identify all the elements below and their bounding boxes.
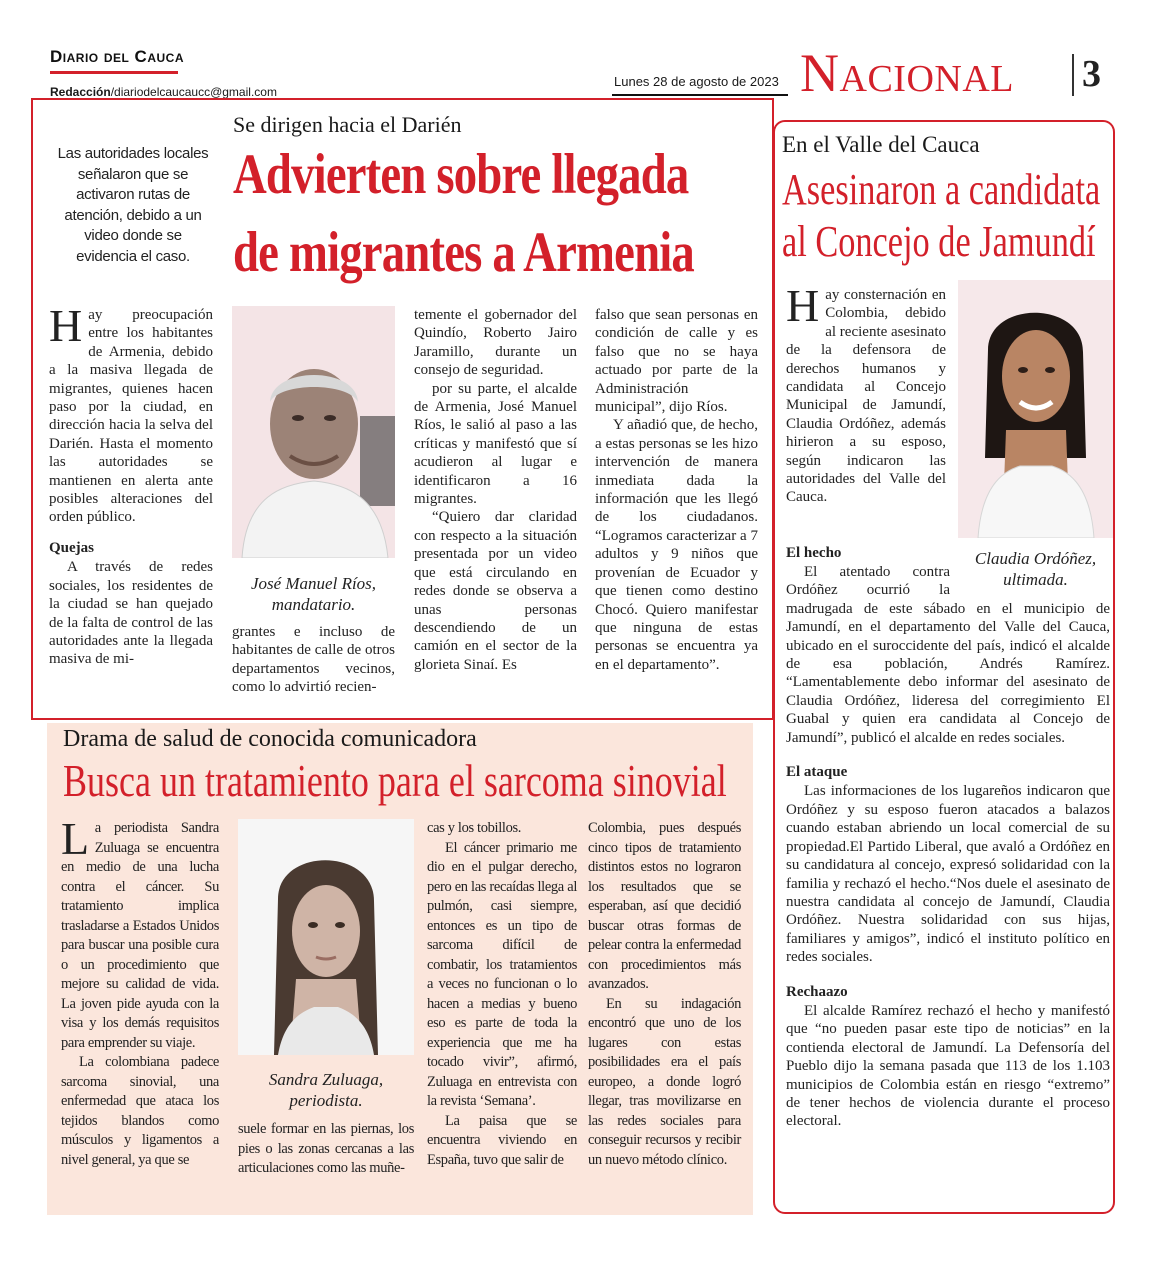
date-rule — [612, 94, 788, 96]
health-col-1 — [61, 813, 219, 1170]
article-health — [47, 723, 753, 1215]
masthead — [0, 0, 1165, 103]
migrants-col-3 — [414, 306, 577, 674]
migrants-col-2-text: grantes e incluso de habitantes de calle de otros departamentos vecinos, como lo advirtió recien- — [232, 624, 395, 696]
article-migrants — [31, 98, 774, 720]
caption-float-spacer — [950, 563, 1110, 599]
migrants-subhead-quejas: Quejas — [49, 539, 94, 556]
masthead-red-rule — [50, 71, 178, 74]
photo-caption-jose — [232, 573, 395, 615]
caption-name: Claudia Ordóñez, — [974, 549, 1097, 568]
migrants-col-4 — [595, 306, 758, 674]
photo-jose-manuel-rios — [232, 306, 395, 558]
drop-cap: H — [49, 300, 83, 351]
migrants-col-1 — [49, 300, 213, 669]
caption-name: Sandra Zuluaga, — [268, 1070, 384, 1089]
paper-name: Diario del Cauca — [50, 47, 184, 66]
candidate-para-3: El alcalde Ramírez rechazó el hecho y manifestó que “no pueden pasar este tipo de noticias” en la contienda electoral de Jamundí. La Defensoría del Pueblo dijo la semana pasada que 113 de los 1.103 municipios de Colombia están en riesgo “extremo” de tener hechos de violencia durante el proceso electoral. — [786, 1002, 1110, 1130]
health-kicker: Drama de salud de conocida comunicadora — [63, 726, 477, 752]
page-number: 3 — [1082, 53, 1101, 95]
migrants-col3-para-1: temente el gobernador del Quindío, Roberto Jairo Jaramillo, durante un consejo de seguridad. — [414, 307, 577, 379]
health-col3-para-1: cas y los tobillos. — [427, 820, 522, 836]
candidate-subhead-hecho: El hecho — [786, 545, 842, 561]
section-divider — [1072, 54, 1074, 96]
section-name: Nacional — [800, 43, 1014, 103]
health-col4-para-1: Colombia, pues después cinco tipos de tratamiento distintos estos no lograron los resultados que se esperaban, así que decidió buscar otras formas de pelear contra la enfermedad con procedimientos más avanzados. — [588, 820, 741, 992]
migrants-col3-para-3: “Quiero dar claridad con respecto a la situación presentada por un video que está circulando en redes donde se observa a unas personas descendiendo de un camión en el sector de la glorieta Sinaí. Es — [414, 509, 577, 673]
migrants-para-1 — [49, 300, 213, 527]
caption-role: periodista. — [289, 1091, 363, 1110]
portrait-woman-icon — [238, 819, 414, 1055]
health-para-2: La colombiana padece sarcoma sinovial, una enfermedad que ataca los tejidos blandos como músculos y ligamentos a nivel general, ya que se — [61, 1054, 219, 1168]
candidate-kicker: En el Valle del Cauca — [782, 132, 980, 157]
portrait-man-icon — [232, 306, 395, 558]
drop-cap: H — [786, 280, 820, 331]
migrants-col4-para-2: Y añadió que, de hecho, a estas personas se les hizo intervención de manera inmediata dada la información que les llegó de los ciudadanos. “Logramos caracterizar a 7 adultos y 9 niños que provenían de Ecuador y que tienen como destino Chocó. Quiero manifestar que ninguna de estas personas se encuentra ya en el departamento”. — [595, 417, 758, 673]
portrait-woman-icon — [958, 280, 1113, 538]
health-para-1-text: a periodista Sandra Zuluaga se encuentra en medio de una lucha contra el cáncer. Su tratamiento implica trasladarse a Estados Unidos para buscar una posible cura o un procedimiento que mejore su calidad de vida. La joven pide ayuda con la visa y los demás requisitos para emprender su viaje. — [61, 820, 219, 1051]
candidate-body — [786, 563, 1110, 1131]
migrants-para-2: A través de redes sociales, los residentes de la ciudad se han quejado de la falta de control de las autoridades ante la llegada masiva de mi- — [49, 559, 213, 668]
health-col3-para-2: El cáncer primario me dio en el pulgar derecho, pero en las recaídas llega al pulmón, casi siempre, entonces es un tipo de sarcoma difícil de combatir, los tratamientos a veces no funcionan o lo hacen a medias y bueno eso es parte de toda la experiencia que me ha tocado vivir”, afirmó, Zuluaga en entrevista con la revista ‘Semana’. — [427, 839, 577, 1109]
photo-caption-sandra — [238, 1069, 414, 1111]
candidate-para-1 — [786, 563, 1110, 747]
health-para-1 — [61, 813, 219, 1053]
candidate-headline-2: al Concejo de Jamundí — [782, 217, 1096, 266]
health-headline: Busca un tratamiento para el sarcoma sinovial — [63, 756, 727, 806]
migrants-col4-para-1: falso que sean personas en condición de calle y es falso que no se haya actuado por parte de la Administración municipal”, dijo Ríos. — [595, 307, 758, 416]
candidate-para-1-text: El atentado contra Ordóñez ocurrió la madrugada de este sábado en el municipio de Jamundí, en el departamento del Valle del Cauca, ubicado en el suroccidente del país, indicó el alcalde de esa población, Andrés Ramírez. “Lamentablemente debo informar del asesinato de Claudia Ordóñez, lideresa del corregimiento El Guabal y quien era candidata al Concejo de Jamundí”, publicó el alcalde en redes sociales. — [786, 564, 1110, 746]
health-col3-para-3: La paisa que se encuentra viviendo en España, tuvo que salir de — [427, 1112, 577, 1168]
candidate-headline-1: Asesinaron a candidata — [782, 165, 1101, 214]
caption-role: ultimada. — [1003, 570, 1068, 589]
caption-role: mandatario. — [271, 595, 356, 614]
migrants-col3-para-2: por su parte, el alcalde de Armenia, José Manuel Ríos, le salió al paso a las críticas y manifestó que sí acudieron al lugar e identificaron a 16 migrantes. — [414, 380, 577, 508]
candidate-intro-text: ay consternación en Colombia, debido al reciente asesinato de la defensora de derechos humanos y candidata al Concejo Municipal de Jamundí, Claudia Ordóñez, además hirieron a su esposo, según indicaron las autoridades del Valle del Cauca. — [786, 287, 947, 506]
health-col4-para-2: En su indagación encontró que uno de los lugares con estas posibilidades era el país europeo, a donde logró llegar, tras movilizarse en las redes sociales para conseguir recursos y recibir un nuevo método clínico. — [588, 995, 741, 1168]
byline-label: Redacción — [50, 85, 111, 99]
health-col-2-text: suele formar en las piernas, los pies o las zonas cercanas a las articulaciones como las muñe- — [238, 1121, 414, 1176]
caption-name: José Manuel Ríos, — [250, 574, 377, 593]
photo-claudia-ordonez — [958, 280, 1113, 538]
byline-email: /diariodelcaucaucc@gmail.com — [110, 85, 277, 99]
health-col-4 — [588, 819, 741, 1170]
candidate-para-2: Las informaciones de los lugareños indicaron que Ordóñez y su esposo fueron atacados a balazos cuando estaban abriendo un local comercial de su propiedad.El Partido Liberal, que avaló a Ordóñez en su candidatura al concejo, expresó solidaridad con la familia y rechazó el hecho.“Nos duele el asesinato de nuestra candidata al concejo de Jamundí, Claudia Ordóñez. Nuestra solidaridad con sus hijas, familiares y amigos”, indicó el instituto político en redes sociales. — [786, 783, 1110, 966]
drop-cap: L — [61, 813, 89, 864]
publication-date: Lunes 28 de agosto de 2023 — [614, 74, 779, 89]
byline — [50, 85, 277, 99]
migrants-headline-2: de migrantes a Armenia — [233, 221, 694, 284]
candidate-subhead-ataque: El ataque — [786, 764, 848, 781]
article-candidate — [773, 120, 1115, 1214]
migrants-summary: Las autoridades locales señalaron que se activaron rutas de atención, debido a un video donde se evidencia el caso. — [57, 145, 209, 265]
health-col-3 — [427, 819, 577, 1170]
migrants-headline-1: Advierten sobre llegada — [233, 143, 689, 206]
candidate-intro — [786, 280, 947, 507]
migrants-kicker: Se dirigen hacia el Darién — [233, 112, 462, 137]
candidate-subhead-rechazo: Rechaazo — [786, 983, 848, 1000]
migrants-para-1-text: ay preocupación entre los habitantes de Armenia, debido a la masiva llegada de migrantes, quienes hacen paso por la ciudad, en dirección hacia la selva del Darién. Hasta el momento las autoridades se mantienen en alerta ante posibles alteraciones del orden público. — [49, 307, 213, 526]
photo-sandra-zuluaga — [238, 819, 414, 1055]
